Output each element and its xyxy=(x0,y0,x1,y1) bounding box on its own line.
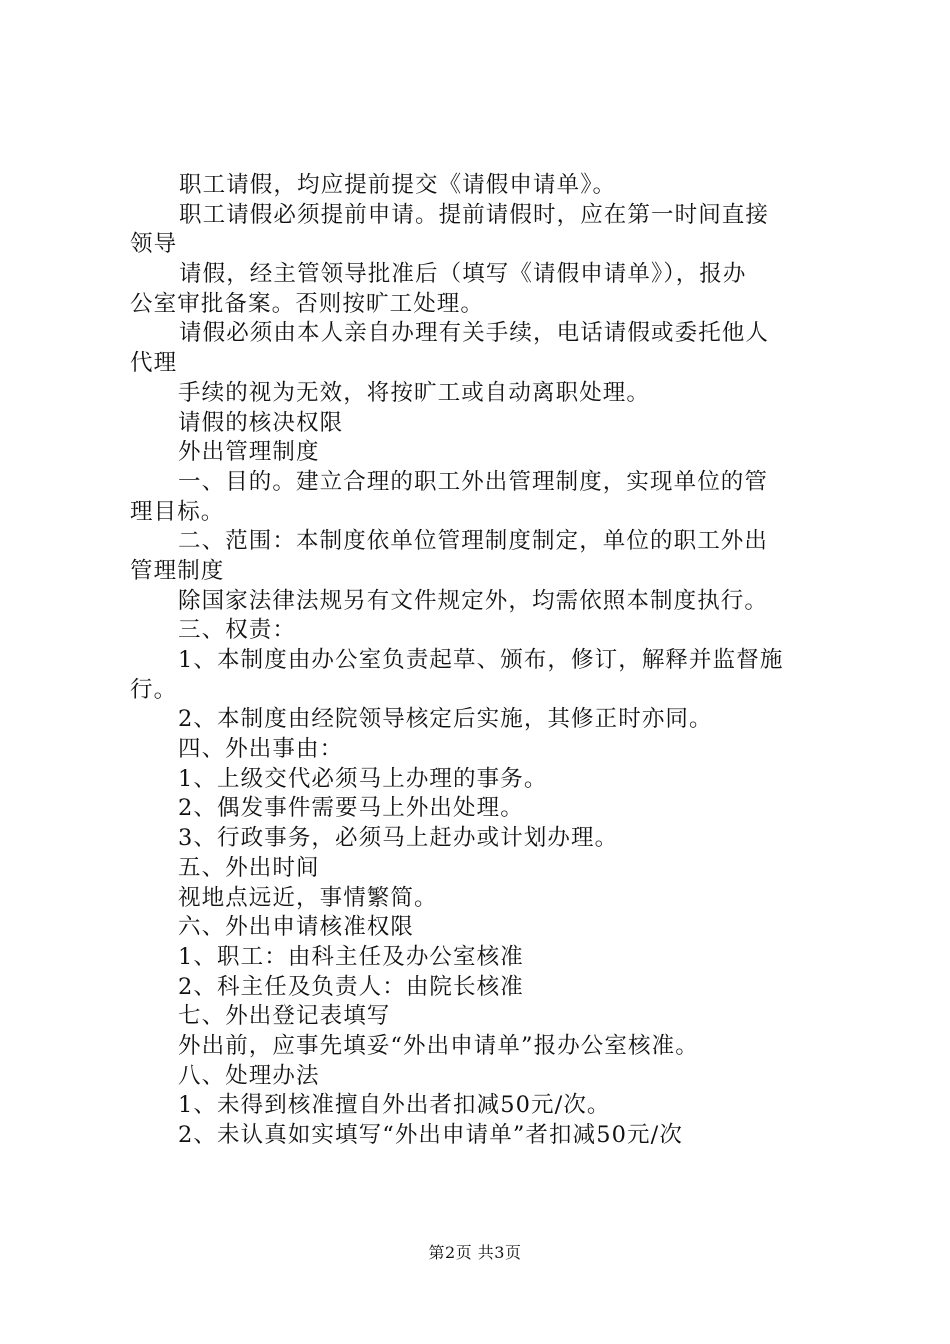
document-body xyxy=(130,171,832,1151)
list-item: 2、本制度由经院领导核定后实施，其修正时亦同。 xyxy=(178,706,713,733)
section-heading: 四、外出事由： xyxy=(178,736,344,763)
section-heading: 七、外出登记表填写 xyxy=(178,1003,391,1030)
list-item: 2、未认真如实填写“外出申请单”者扣减50元/次 xyxy=(178,1122,683,1148)
page-number: 第2页 共3页 xyxy=(428,1243,522,1262)
list-item: 1、职工：由科主任及办公室核准 xyxy=(178,943,524,970)
list-item: 1、上级交代必须马上办理的事务。 xyxy=(178,765,548,792)
paragraph-line: 理目标。 xyxy=(130,498,225,525)
list-item: 1、本制度由办公室负责起草、颁布，修订，解释并监督施 xyxy=(178,647,784,673)
paragraph-line: 请假，经主管领导批准后（填写《请假申请单》），报办 xyxy=(179,261,747,288)
paragraph-line: 请假必须由本人亲自办理有关手续，电话请假或委托他人 xyxy=(179,320,770,347)
paragraph-line: 领导 xyxy=(130,231,178,258)
section-heading: 八、处理办法 xyxy=(178,1062,320,1089)
paragraph-line: 视地点远近，事情繁简。 xyxy=(178,884,438,911)
paragraph-line: 手续的视为无效，将按旷工或自动离职处理。 xyxy=(178,379,651,406)
list-item: 2、偶发事件需要马上外出处理。 xyxy=(178,795,524,822)
section-heading: 三、权责： xyxy=(178,617,297,644)
paragraph-line: 除国家法律法规另有文件规定外，均需依照本制度执行。 xyxy=(178,587,769,614)
section-heading: 外出管理制度 xyxy=(178,439,320,466)
paragraph-line: 管理制度 xyxy=(130,557,225,584)
paragraph-line: 职工请假必须提前申请。提前请假时，应在第一时间直接 xyxy=(179,201,770,228)
paragraph-line: 行。 xyxy=(130,676,178,703)
paragraph-line: 公室审批备案。否则按旷工处理。 xyxy=(130,290,485,317)
list-item: 2、科主任及负责人：由院长核准 xyxy=(178,973,524,1000)
paragraph-line: 二、范围：本制度依单位管理制度制定，单位的职工外出 xyxy=(178,528,769,555)
section-heading: 六、外出申请核准权限 xyxy=(178,914,415,941)
paragraph-line: 一、目的。建立合理的职工外出管理制度，实现单位的管 xyxy=(178,468,769,495)
paragraph-line: 外出前，应事先填妥“外出申请单”报办公室核准。 xyxy=(178,1032,699,1059)
list-item: 3、行政事务，必须马上赶办或计划办理。 xyxy=(178,825,619,852)
paragraph-line: 职工请假，均应提前提交《请假申请单》。 xyxy=(179,172,617,198)
paragraph-line: 请假的核决权限 xyxy=(178,409,344,436)
paragraph-line: 代理 xyxy=(130,350,178,377)
list-item: 1、未得到核准擅自外出者扣减50元/次。 xyxy=(178,1092,611,1119)
page-footer xyxy=(0,1243,950,1263)
section-heading: 五、外出时间 xyxy=(178,854,320,881)
